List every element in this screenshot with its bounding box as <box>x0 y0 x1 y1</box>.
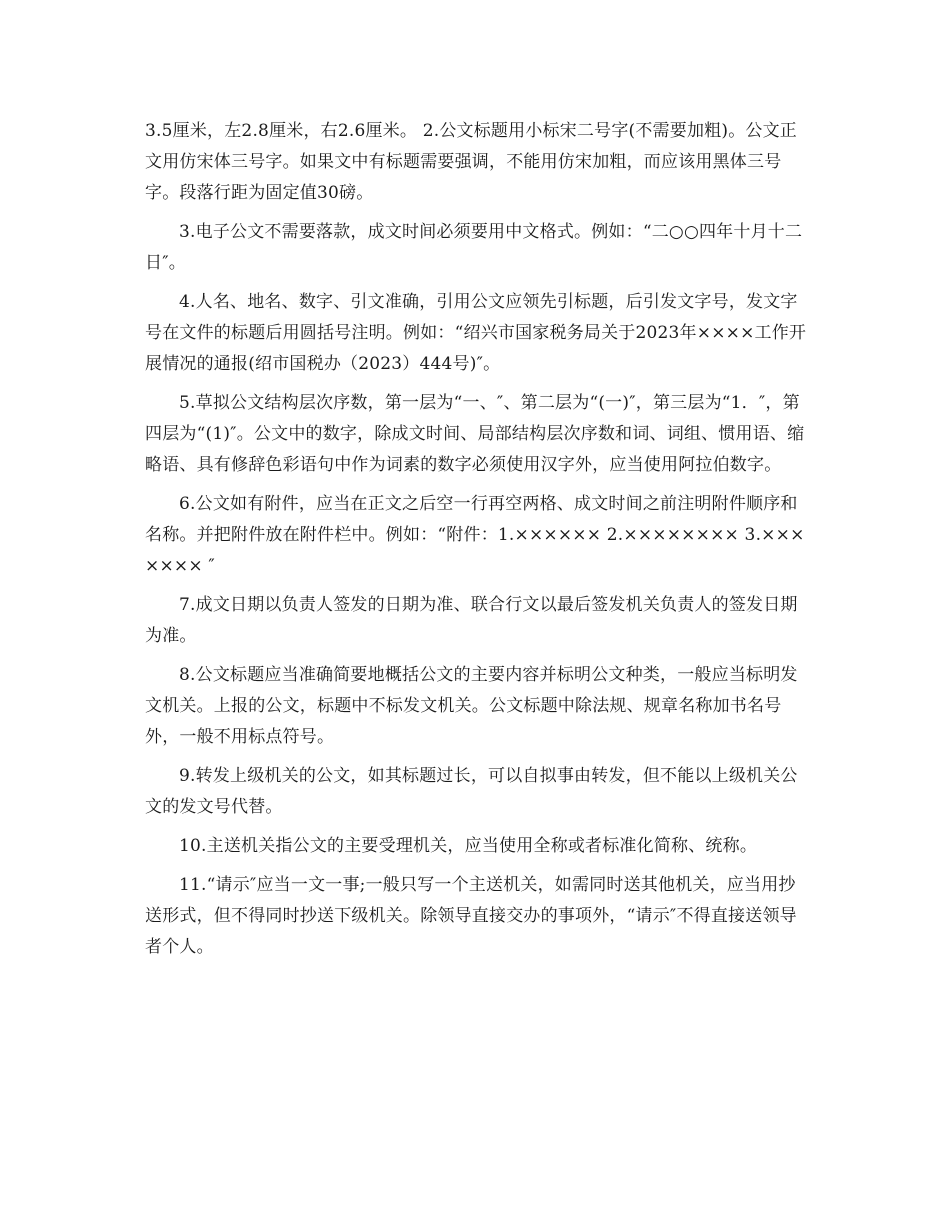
paragraph-8-title-rules: 8.公文标题应当准确简要地概括公文的主要内容并标明公文种类，一般应当标明发文机关。上报的公文，标题中不标发文机关。公文标题中除法规、规章名称加书名号外，一般不用标点符号。 <box>145 665 798 747</box>
paragraph-6-attachments: 6.公文如有附件，应当在正文之后空一行再空两格、成文时间之前注明附件顺序和名称。并把附件放在附件栏中。例如：“附件：1.×××××× 2.×××××××× 3.××××××× ″ <box>145 494 805 576</box>
paragraph-11-request: 11.“请示″应当一文一事;一般只写一个主送机关，如需同时送其他机关，应当用抄送形式，但不得同时抄送下级机关。除领导直接交办的事项外，“请示″不得直接送领导者个人。 <box>145 875 797 957</box>
paragraph-3-date-format: 3.电子公文不需要落款，成文时间必须要用中文格式。例如：“二○○四年十月十二日″。 <box>145 222 803 273</box>
paragraph-4-citation: 4.人名、地名、数字、引文准确，引用公文应领先引标题，后引发文字号，发文字号在文件的标题后用圆括号注明。例如：“绍兴市国家税务局关于2023年××××工作开展情况的通报(绍市国税办（2023）444号)″。 <box>145 292 807 374</box>
paragraph-5-numbering: 5.草拟公文结构层次序数，第一层为“一、″、第二层为“(一)″，第三层为“1．″，第四层为“(1)″。公文中的数字，除成文时间、局部结构层次序数和词、词组、惯用语、缩略语、具有修辞色彩语句中作为词素的数字必须使用汉字外，应当使用阿拉伯数字。 <box>145 393 805 475</box>
paragraph-7-issue-date: 7.成文日期以负责人签发的日期为准、联合行文以最后签发机关负责人的签发日期为准。 <box>145 595 798 646</box>
paragraph-9-forwarding: 9.转发上级机关的公文，如其标题过长，可以自拟事由转发，但不能以上级机关公文的发文号代替。 <box>145 766 798 817</box>
paragraph-margins-and-fonts: 3.5厘米，左2.8厘米，右2.6厘米。 2.公文标题用小标宋二号字(不需要加粗)。公文正文用仿宋体三号字。如果文中有标题需要强调，不能用仿宋加粗，而应该用黑体三号字。段落行距为固定值30磅。 <box>145 121 797 203</box>
document-body <box>145 116 810 971</box>
paragraph-10-main-recipient: 10.主送机关指公文的主要受理机关，应当使用全称或者标准化简称、统称。 <box>179 836 758 856</box>
